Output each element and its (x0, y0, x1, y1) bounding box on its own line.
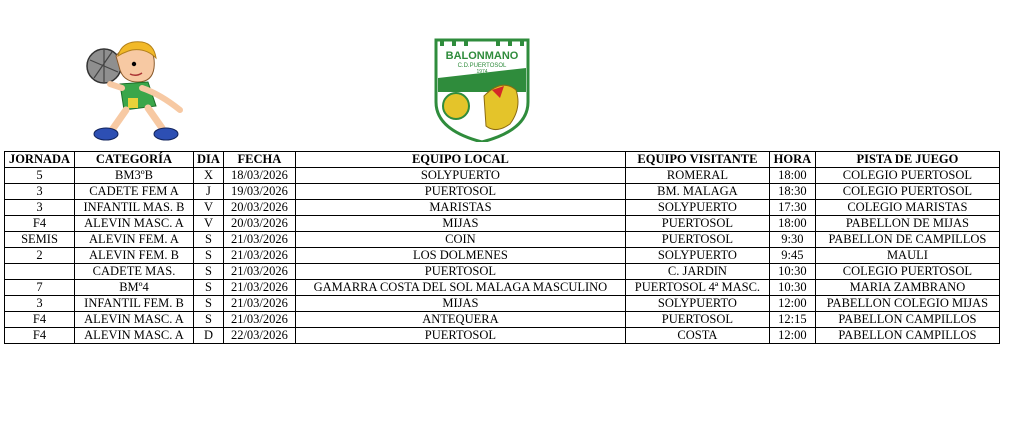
pista-cell: COLEGIO PUERTOSOL (815, 264, 999, 280)
dia-cell: V (194, 216, 224, 232)
fecha-cell: 21/03/2026 (223, 312, 295, 328)
dia-cell: J (194, 184, 224, 200)
equipo-visitante-cell: PUERTOSOL (625, 232, 769, 248)
pista-cell: PABELLON COLEGIO MIJAS (815, 296, 999, 312)
pista-cell: PABELLON CAMPILLOS (815, 312, 999, 328)
categoria-cell: ALEVIN FEM. B (75, 248, 194, 264)
equipo-visitante-cell: ROMERAL (625, 168, 769, 184)
pista-cell: PABELLON DE CAMPILLOS (815, 232, 999, 248)
club-crest-logo (432, 38, 532, 142)
pista-cell: MARIA ZAMBRANO (815, 280, 999, 296)
table-row (5, 280, 1000, 296)
table-row (5, 216, 1000, 232)
hora-cell: 18:30 (769, 184, 815, 200)
jornada-cell: 7 (5, 280, 75, 296)
table-row (5, 232, 1000, 248)
pista-cell: COLEGIO MARISTAS (815, 200, 999, 216)
hora-cell: 12:00 (769, 296, 815, 312)
jornada-cell: 3 (5, 184, 75, 200)
fecha-cell: 21/03/2026 (223, 264, 295, 280)
jornada-cell: 3 (5, 200, 75, 216)
equipo-visitante-cell: SOLYPUERTO (625, 296, 769, 312)
header-hora: HORA (769, 152, 815, 168)
equipo-local-cell: LOS DOLMENES (295, 248, 625, 264)
fecha-cell: 20/03/2026 (223, 216, 295, 232)
equipo-local-cell: GAMARRA COSTA DEL SOL MALAGA MASCULINO (295, 280, 625, 296)
hora-cell: 18:00 (769, 216, 815, 232)
fecha-cell: 21/03/2026 (223, 232, 295, 248)
equipo-local-cell: MIJAS (295, 296, 625, 312)
dia-cell: S (194, 264, 224, 280)
equipo-local-cell: PUERTOSOL (295, 264, 625, 280)
fecha-cell: 20/03/2026 (223, 200, 295, 216)
categoria-cell: ALEVIN MASC. A (75, 312, 194, 328)
fecha-cell: 21/03/2026 (223, 280, 295, 296)
categoria-cell: INFANTIL FEM. B (75, 296, 194, 312)
table-row (5, 248, 1000, 264)
table-row (5, 312, 1000, 328)
table-row (5, 264, 1000, 280)
header-jornada: JORNADA (5, 152, 75, 168)
equipo-visitante-cell: SOLYPUERTO (625, 200, 769, 216)
categoria-cell: CADETE FEM A (75, 184, 194, 200)
fecha-cell: 19/03/2026 (223, 184, 295, 200)
fecha-cell: 21/03/2026 (223, 296, 295, 312)
jornada-cell: F4 (5, 328, 75, 344)
equipo-local-cell: SOLYPUERTO (295, 168, 625, 184)
equipo-local-cell: ANTEQUERA (295, 312, 625, 328)
header-equipo-visitante: EQUIPO VISITANTE (625, 152, 769, 168)
header-categoria: CATEGORÍA (75, 152, 194, 168)
fecha-cell: 18/03/2026 (223, 168, 295, 184)
hora-cell: 18:00 (769, 168, 815, 184)
pista-cell: COLEGIO PUERTOSOL (815, 184, 999, 200)
equipo-local-cell: MIJAS (295, 216, 625, 232)
equipo-visitante-cell: SOLYPUERTO (625, 248, 769, 264)
hora-cell: 9:45 (769, 248, 815, 264)
fecha-cell: 21/03/2026 (223, 248, 295, 264)
pista-cell: COLEGIO PUERTOSOL (815, 168, 999, 184)
jornada-cell: 2 (5, 248, 75, 264)
hora-cell: 9:30 (769, 232, 815, 248)
equipo-visitante-cell: COSTA (625, 328, 769, 344)
equipo-visitante-cell: BM. MALAGA (625, 184, 769, 200)
jornada-cell: F4 (5, 312, 75, 328)
club-name-text: BALONMANO (445, 50, 519, 62)
header-dia: DIA (194, 152, 224, 168)
match-schedule-table (4, 151, 1000, 344)
handball-player-mascot (82, 34, 192, 146)
categoria-cell: ALEVIN FEM. A (75, 232, 194, 248)
pista-cell: PABELLON DE MIJAS (815, 216, 999, 232)
club-year-text: 1974 (476, 69, 488, 75)
jornada-cell: SEMIS (5, 232, 75, 248)
hora-cell: 12:00 (769, 328, 815, 344)
table-row (5, 296, 1000, 312)
dia-cell: X (194, 168, 224, 184)
categoria-cell: ALEVIN MASC. A (75, 328, 194, 344)
categoria-cell: CADETE MAS. (75, 264, 194, 280)
dia-cell: S (194, 312, 224, 328)
categoria-cell: BMº4 (75, 280, 194, 296)
jornada-cell: 5 (5, 168, 75, 184)
header-row (5, 152, 1000, 168)
hora-cell: 12:15 (769, 312, 815, 328)
header-pista-de-juego: PISTA DE JUEGO (815, 152, 999, 168)
hora-cell: 10:30 (769, 264, 815, 280)
hora-cell: 10:30 (769, 280, 815, 296)
categoria-cell: ALEVIN MASC. A (75, 216, 194, 232)
table-body (5, 168, 1000, 344)
equipo-visitante-cell: PUERTOSOL 4ª MASC. (625, 280, 769, 296)
dia-cell: D (194, 328, 224, 344)
dia-cell: V (194, 200, 224, 216)
club-subtitle-text: C.D.PUERTOSOL (457, 63, 507, 69)
equipo-local-cell: PUERTOSOL (295, 328, 625, 344)
header-fecha: FECHA (223, 152, 295, 168)
table-row (5, 168, 1000, 184)
equipo-visitante-cell: PUERTOSOL (625, 216, 769, 232)
jornada-cell: F4 (5, 216, 75, 232)
jornada-cell (5, 264, 75, 280)
dia-cell: S (194, 296, 224, 312)
dia-cell: S (194, 248, 224, 264)
categoria-cell: BM3ºB (75, 168, 194, 184)
pista-cell: PABELLON CAMPILLOS (815, 328, 999, 344)
pista-cell: MAULI (815, 248, 999, 264)
header-equipo-local: EQUIPO LOCAL (295, 152, 625, 168)
table-row (5, 184, 1000, 200)
categoria-cell: INFANTIL MAS. B (75, 200, 194, 216)
equipo-local-cell: MARISTAS (295, 200, 625, 216)
equipo-local-cell: COIN (295, 232, 625, 248)
table-row (5, 328, 1000, 344)
equipo-visitante-cell: C. JARDIN (625, 264, 769, 280)
jornada-cell: 3 (5, 296, 75, 312)
table-header (5, 152, 1000, 168)
table-row (5, 200, 1000, 216)
dia-cell: S (194, 280, 224, 296)
equipo-visitante-cell: PUERTOSOL (625, 312, 769, 328)
equipo-local-cell: PUERTOSOL (295, 184, 625, 200)
fecha-cell: 22/03/2026 (223, 328, 295, 344)
dia-cell: S (194, 232, 224, 248)
hora-cell: 17:30 (769, 200, 815, 216)
